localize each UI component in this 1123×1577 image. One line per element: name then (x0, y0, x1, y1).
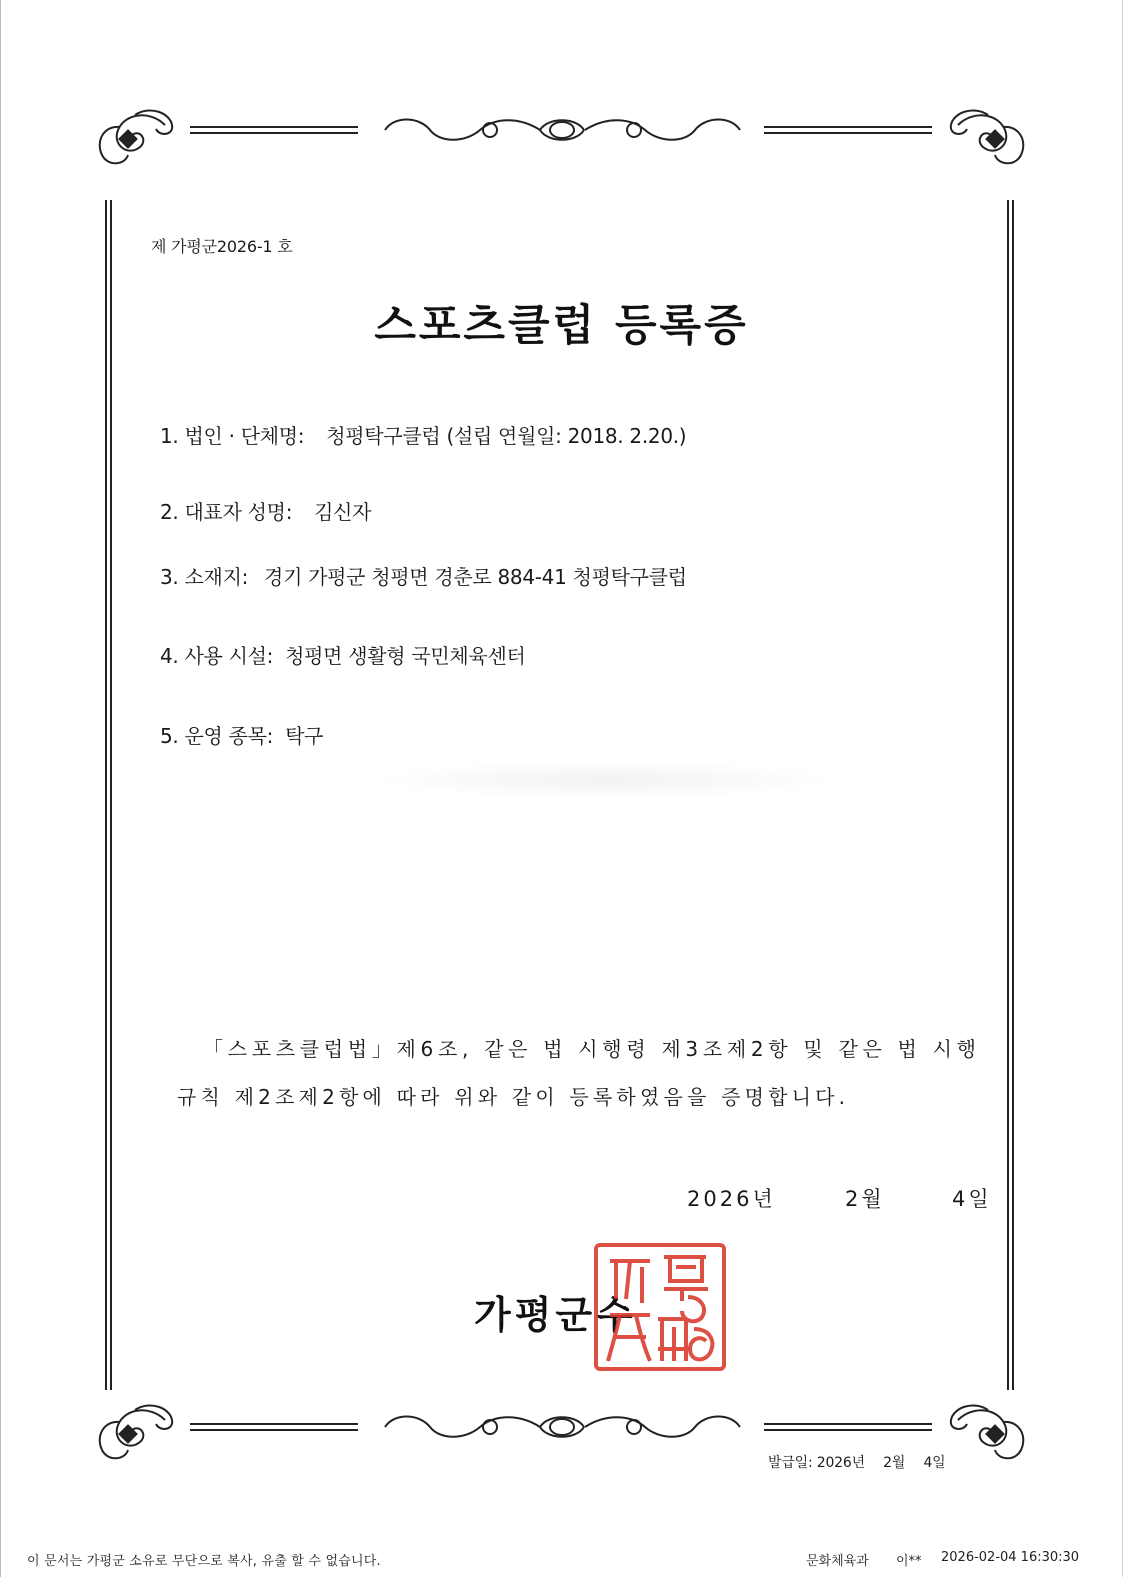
certification-line-1: 「스포츠클럽법」제6조, 같은 법 시행령 제3조제2항 및 같은 법 시행 (203, 1037, 981, 1061)
official-seal-stamp (590, 1237, 730, 1377)
date-day: 4일 (952, 1187, 992, 1211)
field-label: 3. 소재지: (160, 565, 249, 589)
page-left-edge (0, 0, 1, 1577)
field-facility (160, 640, 525, 669)
field-value: 청평면 생활형 국민체육센터 (285, 644, 526, 668)
field-organization (160, 420, 686, 449)
left-border-lines (104, 200, 114, 1390)
field-sport (160, 720, 323, 749)
issuer-name: 가평군수 (474, 1293, 637, 1337)
footer-department: 문화체육과 (806, 1554, 869, 1569)
footer-timestamp: 2026-02-04 16:30:30 (941, 1550, 1080, 1565)
issue-date-label: 발급일: 2026년 (768, 1455, 865, 1471)
footer-user: 이** (896, 1554, 922, 1569)
issue-date-month: 2월 (883, 1455, 906, 1471)
right-border-lines (1006, 200, 1016, 1390)
field-value: 김신자 (314, 500, 372, 524)
field-value: 경기 가평군 청평면 경춘로 884-41 청평탁구클럽 (264, 565, 687, 589)
certification-line-2: 규칙 제2조제2항에 따라 위와 같이 등록하였음을 증명합니다. (177, 1085, 850, 1109)
footer-notice: 이 문서는 가평군 소유로 무단으로 복사, 유출 할 수 없습니다. (27, 1554, 381, 1569)
date-month: 2월 (845, 1187, 885, 1211)
date-year: 2026년 (687, 1187, 776, 1211)
field-label: 1. 법인 · 단체명: (160, 424, 305, 448)
issue-date-day: 4일 (923, 1455, 946, 1471)
document-number: 제 가평군2026-1 호 (151, 237, 293, 256)
field-representative (160, 496, 371, 525)
issue-date (768, 1452, 946, 1472)
document-title: 스포츠클럽 등록증 (374, 301, 749, 351)
faint-watermark (370, 760, 840, 800)
field-value: 청평탁구클럽 (설립 연월일: 2018. 2.20.) (326, 424, 687, 448)
field-label: 5. 운영 종목: (160, 724, 274, 748)
top-ornamental-border (0, 85, 1123, 175)
bottom-ornamental-border (0, 1390, 1123, 1480)
field-value: 탁구 (285, 724, 324, 748)
field-label: 2. 대표자 성명: (160, 500, 293, 524)
field-label: 4. 사용 시설: (160, 644, 274, 668)
field-address (160, 561, 687, 590)
